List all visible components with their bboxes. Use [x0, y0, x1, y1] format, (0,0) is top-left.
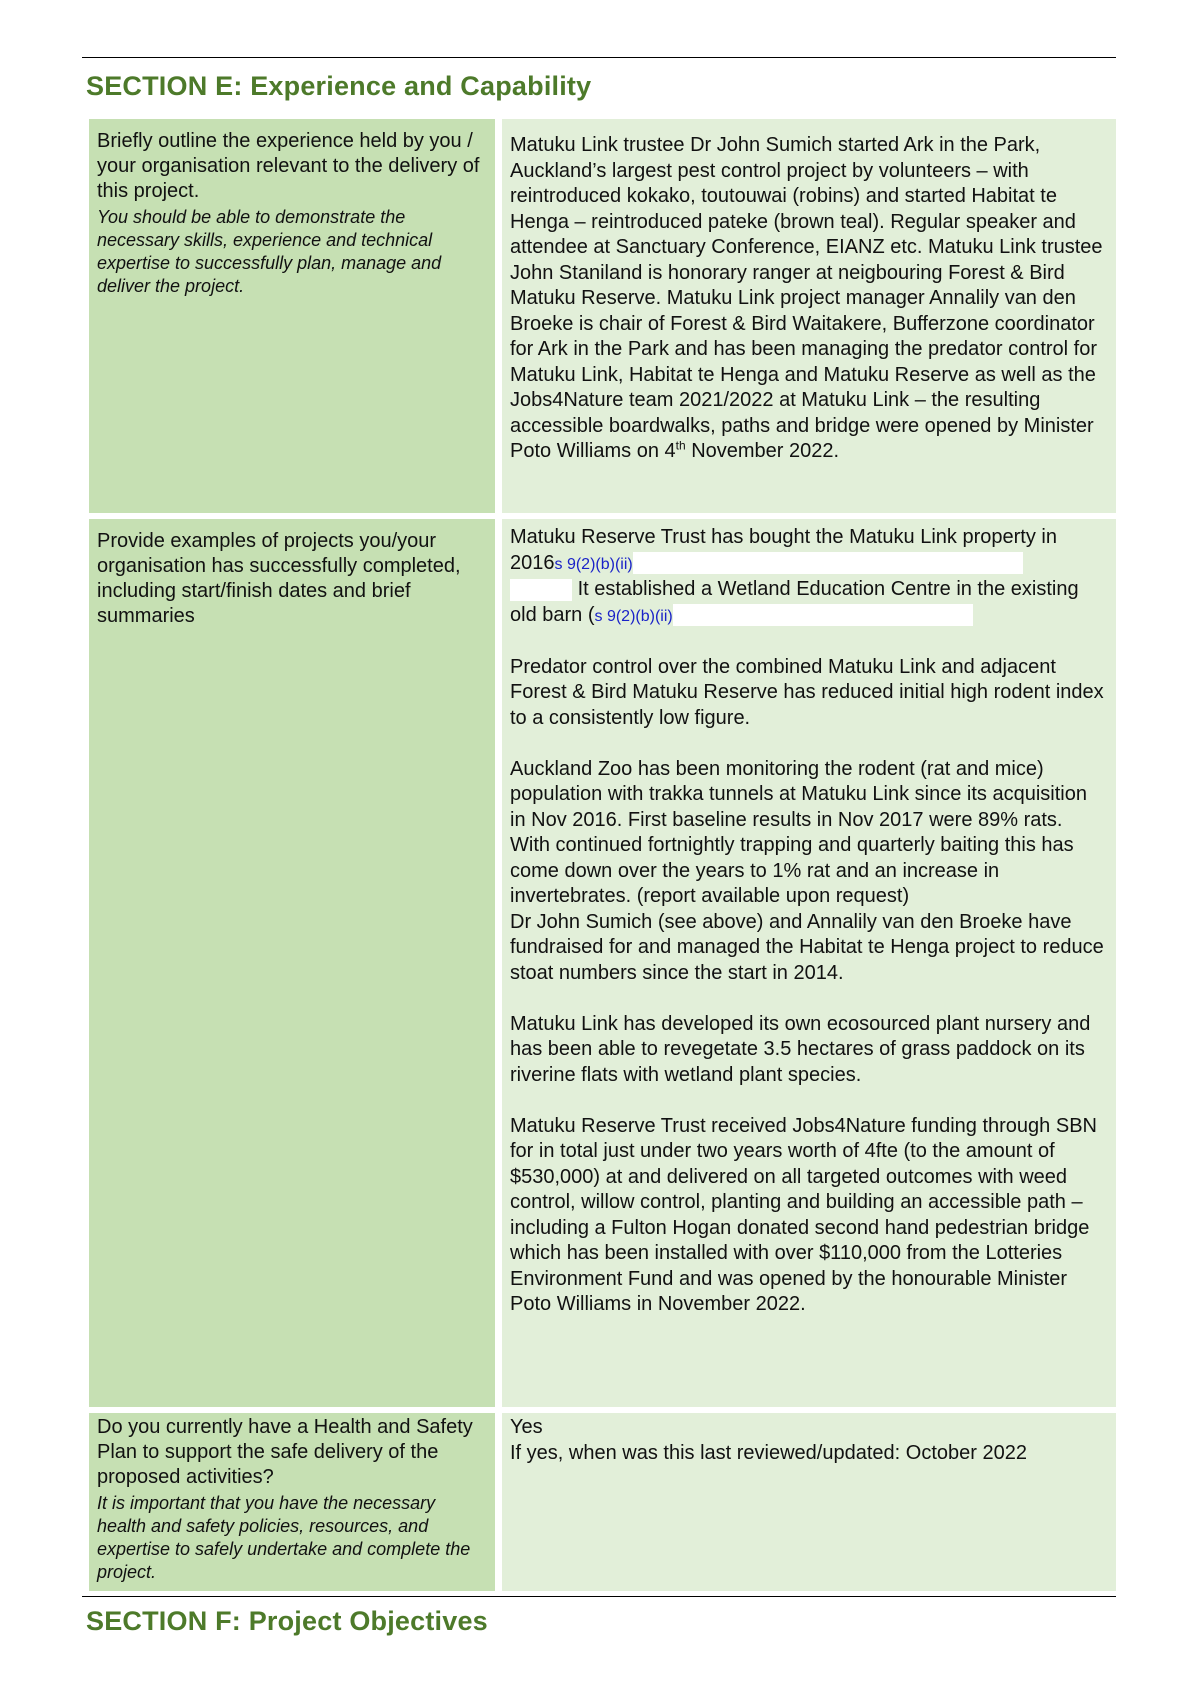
- answer-projects-p3: Auckland Zoo has been monitoring the rodent (rat and mice) population with trakka tunnels at Matuku Link since its acquisition in Nov 2016. First baseline results in Nov 2017 were 89% rats. With continued fortnightly trapping and quarterly baiting this has come down over the years to 1% rat and an increase in invertebrates. (report available upon request): [510, 757, 1087, 907]
- answer-health-safety-date: If yes, when was this last reviewed/updated: October 2022: [510, 1441, 1027, 1464]
- answer-projects-p3b: Dr John Sumich (see above) and Annalily van den Broeke have fundraised for and managed the Habitat te Henga project to reduce stoat numbers since the start in 2014.: [510, 910, 1104, 984]
- section-e-heading: SECTION E: Experience and Capability: [86, 71, 592, 101]
- redaction-box-2: [510, 579, 572, 601]
- answer-projects-p5: Matuku Reserve Trust received Jobs4Nature funding through SBN for in total just under two years worth of 4fte (to the amount of $530,000) at and delivered on all targeted outcomes with weed control, willow control, planting and building an accessible path – including a Fulton Hogan donated second hand pedestrian bridge which has been installed with over $110,000 from the Lotteries Environment Fund and was opened by the honourable Minister Poto Williams in November 2022.: [510, 1114, 1097, 1315]
- bottom-rule: [82, 1596, 1116, 1597]
- answer-cell-projects: [502, 519, 1116, 1407]
- note-health-safety: It is important that you have the necessary health and safety policies, resources, and expertise to safely undertake and complete the project.: [97, 1493, 471, 1582]
- answer-projects-p4: Matuku Link has developed its own ecosourced plant nursery and has been able to revegetate 3.5 hectares of grass paddock on its riverine flats with wetland plant species.: [510, 1012, 1091, 1086]
- answer-experience: [510, 133, 1108, 465]
- question-cell-experience: [89, 119, 495, 513]
- question-projects: Provide examples of projects you/your organisation has successfully completed, including start/finish dates and brief summaries: [97, 530, 461, 627]
- redaction-box-3: [673, 604, 973, 626]
- ordinal-suffix: th: [675, 438, 686, 453]
- note-experience: You should be able to demonstrate the necessary skills, experience and technical expertise to successfully plan, manage and deliver the project.: [97, 207, 442, 296]
- answer-projects-p1: [510, 525, 1108, 629]
- question-cell-projects: [89, 519, 495, 1407]
- redaction-code-1: s 9(2)(b)(ii): [554, 555, 633, 573]
- redaction-box-1: [633, 552, 1023, 574]
- question-health-safety: Do you currently have a Health and Safety Plan to support the safe delivery of the proposed activities?: [97, 1416, 473, 1488]
- answer-experience-end: November 2022.: [685, 440, 840, 462]
- redaction-code-2: s 9(2)(b)(ii): [594, 607, 673, 625]
- answer-health-safety-yes: Yes: [510, 1416, 543, 1438]
- question-experience: Briefly outline the experience held by you / your organisation relevant to the delivery of this project.: [97, 130, 480, 202]
- answer-experience-text: Matuku Link trustee Dr John Sumich started Ark in the Park, Auckland’s largest pest control project by volunteers – with reintroduced kokako, toutouwai (robins) and started Habitat te Henga – reintroduced pateke (brown teal). Regular speaker and attendee at Sanctuary Conference, EIANZ etc. Matuku Link trustee John Staniland is honorary ranger at neigbouring Forest & Bird Matuku Reserve. Matuku Link project manager Annalily van den Broeke is chair of Forest & Bird Waitakere, Bufferzone coordinator for Ark in the Park and has been managing the predator control for Matuku Link, Habitat te Henga and Matuku Reserve as well as the Jobs4Nature team 2021/2022 at Matuku Link – the resulting accessible boardwalks, paths and bridge were opened by Minister Poto Williams on 4: [510, 134, 1103, 462]
- answer-cell-experience: [502, 119, 1116, 513]
- section-f-heading: SECTION F: Project Objectives: [86, 1606, 488, 1636]
- p1-mid-text: It established a Wetland Education Centre in the existing old barn (: [510, 578, 1079, 626]
- question-cell-health-safety: [89, 1413, 495, 1591]
- answer-projects-p2: Predator control over the combined Matuku Link and adjacent Forest & Bird Matuku Reserve has reduced initial high rodent index to a consistently low figure.: [510, 655, 1104, 729]
- top-rule: [82, 57, 1116, 58]
- p1-start-text: Matuku Reserve Trust has bought the Matuku Link property in 2016: [510, 526, 1057, 574]
- answer-cell-health-safety: [502, 1413, 1116, 1591]
